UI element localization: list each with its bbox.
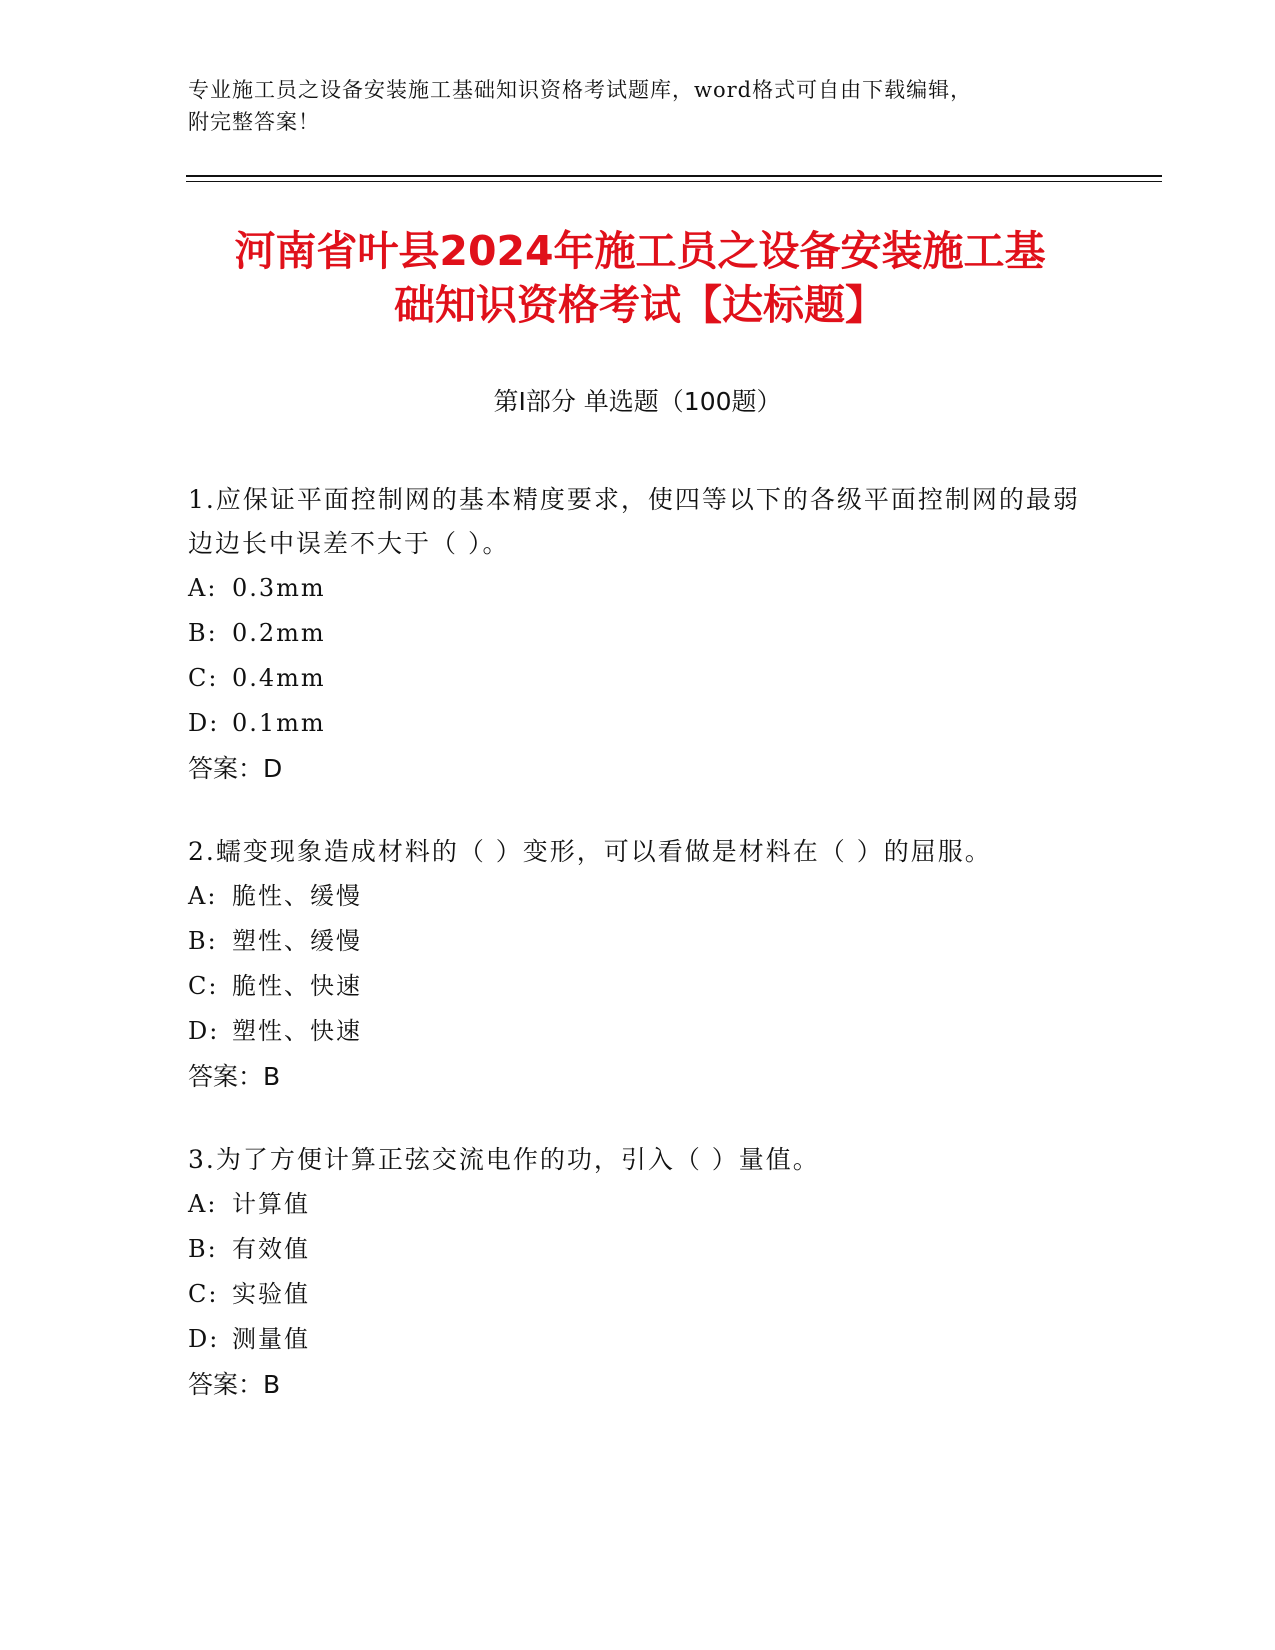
header-note-line2: 附完整答案！ <box>188 110 320 134</box>
option-letter: A: <box>188 1190 218 1218</box>
document-title-line1: 河南省叶县2024年施工员之设备安装施工基 <box>234 227 1046 275</box>
header-note-line1: 专业施工员之设备安装施工基础知识资格考试题库，word格式可自由下载编辑， <box>188 78 973 102</box>
option-letter: C: <box>188 1280 219 1308</box>
option-text: 脆性、缓慢 <box>232 882 362 910</box>
question-list <box>188 478 1088 1446</box>
option-a <box>188 874 1088 919</box>
option-text: 实验值 <box>232 1280 310 1308</box>
option-b <box>188 611 1088 656</box>
question-stem: 2.蠕变现象造成材料的（ ）变形，可以看做是材料在（ ）的屈服。 <box>188 837 992 866</box>
option-text: 有效值 <box>232 1235 310 1263</box>
header-divider-thick <box>186 175 1162 177</box>
answer-line: 答案：B <box>188 1370 281 1399</box>
option-d <box>188 701 1088 746</box>
option-letter: A: <box>188 574 218 602</box>
option-text: 0.3mm <box>232 574 326 602</box>
header-note <box>188 74 1088 138</box>
header-divider-thin <box>186 181 1162 182</box>
option-c <box>188 964 1088 1009</box>
option-letter: C: <box>188 664 219 692</box>
option-a <box>188 1182 1088 1227</box>
option-text: 测量值 <box>232 1325 310 1353</box>
option-letter: D: <box>188 1325 220 1353</box>
option-letter: B: <box>188 619 218 647</box>
option-letter: B: <box>188 927 218 955</box>
option-b <box>188 919 1088 964</box>
document-title-line2: 础知识资格考试【达标题】 <box>394 281 886 329</box>
section-title: 第Ⅰ部分 单选题（100题） <box>493 387 782 416</box>
question-stem: 3.为了方便计算正弦交流电作的功，引入（ ）量值。 <box>188 1145 820 1174</box>
question-stem: 1.应保证平面控制网的基本精度要求，使四等以下的各级平面控制网的最弱边边长中误差不大于（ ）。 <box>188 485 1080 558</box>
option-text: 0.2mm <box>232 619 326 647</box>
option-c <box>188 656 1088 701</box>
answer-line: 答案：B <box>188 1062 281 1091</box>
option-letter: C: <box>188 972 219 1000</box>
option-c <box>188 1272 1088 1317</box>
question-3 <box>188 1138 1088 1408</box>
option-letter: D: <box>188 709 220 737</box>
option-d <box>188 1317 1088 1362</box>
option-text: 计算值 <box>232 1190 310 1218</box>
option-letter: B: <box>188 1235 218 1263</box>
option-text: 0.4mm <box>232 664 326 692</box>
option-text: 脆性、快速 <box>232 972 362 1000</box>
option-text: 塑性、快速 <box>232 1017 362 1045</box>
question-1 <box>188 478 1088 792</box>
option-letter: D: <box>188 1017 220 1045</box>
option-a <box>188 566 1088 611</box>
option-text: 塑性、缓慢 <box>232 927 362 955</box>
document-title <box>150 224 1130 332</box>
option-b <box>188 1227 1088 1272</box>
question-2 <box>188 830 1088 1100</box>
option-text: 0.1mm <box>232 709 326 737</box>
option-d <box>188 1009 1088 1054</box>
answer-line: 答案：D <box>188 754 283 783</box>
option-letter: A: <box>188 882 218 910</box>
